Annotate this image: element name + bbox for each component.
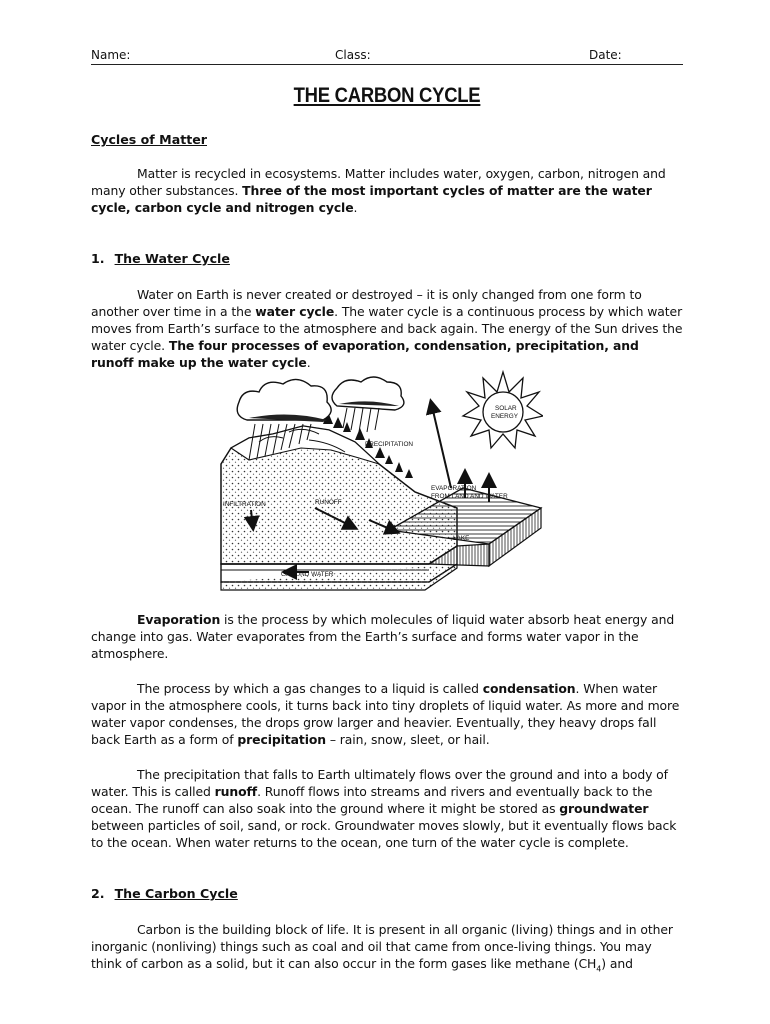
- clouds: [237, 377, 404, 420]
- condensation-paragraph: The process by which a gas changes to a liquid is called condensation. When water vapor in the atmosphere cools, it turns back into tiny droplets of liquid water. As more and more water vapor condenses, the drops grow larger and heavier. Eventually, they heavy drops fall back Earth as a form of precipitation – rain, snow, sleet, or hail.: [91, 681, 680, 747]
- carbon-cycle-paragraph: Carbon is the building block of life. It is present in all organic (living) things and in other inorganic (nonliving) things such as coal and oil that came from once-living things. You may think of carbon as a solid, but it can also occur in the form gases like methane $(CH_4)$ and: [91, 922, 673, 974]
- lake-label: LAKE: [453, 535, 470, 542]
- energy-label: ENERGY: [491, 413, 518, 420]
- water-cycle-heading: 1. The Water Cycle: [91, 251, 230, 266]
- solar-label: SOLAR: [495, 405, 517, 412]
- name-label: Name:: [91, 48, 131, 62]
- precipitation-label: PRECIPITATION: [365, 441, 414, 448]
- evaporation-paragraph: Evaporation is the process by which molecules of liquid water absorb heat energy and change into gas. Water evaporates from the Earth’s surface and forms water vapor in the atmosphere.: [91, 612, 675, 661]
- cycles-of-matter-heading: Cycles of Matter: [91, 132, 207, 147]
- runoff-paragraph: The precipitation that falls to Earth ultimately flows over the ground and into a body of water. This is called runoff. Runoff flows into streams and rivers and eventually back to the ocean. The runoff can also soak into the ground where it might be stored as groundwater between particles of soil, sand, or rock. Groundwater moves slowly, but it eventually flows back to the ocean. When water returns to the ocean, one turn of the water cycle is complete.: [91, 767, 677, 850]
- ground-water-label: GROUND WATER: [281, 571, 334, 578]
- infiltration-label: INFILTRATION: [223, 501, 266, 508]
- water-cycle-diagram: [219, 368, 543, 594]
- evaporation-label: EVAPORATION: [431, 485, 477, 492]
- page-title: THE CARBON CYCLE: [293, 84, 481, 107]
- worksheet-header: [91, 46, 683, 65]
- from-land-and-water-label: FROM LAND AND WATER: [431, 493, 508, 500]
- class-label: Class:: [335, 48, 371, 62]
- carbon-cycle-heading: 2. The Carbon Cycle: [91, 886, 238, 901]
- water-cycle-intro-paragraph: Water on Earth is never created or destroyed – it is only changed from one form to another over time in a the water cycle. The water cycle is a continuous process by which water moves from Earth’s surface to the atmosphere and back again. The energy of the Sun drives the water cycle. The four processes of evaporation, condensation, precipitation, and runoff make up the water cycle.: [91, 287, 683, 370]
- runoff-label: RUNOFF: [315, 499, 342, 506]
- cycles-paragraph: Matter is recycled in ecosystems. Matter includes water, oxygen, carbon, nitrogen and many other substances. Three of the most important cycles of matter are the water cycle, carbon cycle and nitrogen cycle.: [91, 166, 666, 215]
- date-label: Date:: [589, 48, 622, 62]
